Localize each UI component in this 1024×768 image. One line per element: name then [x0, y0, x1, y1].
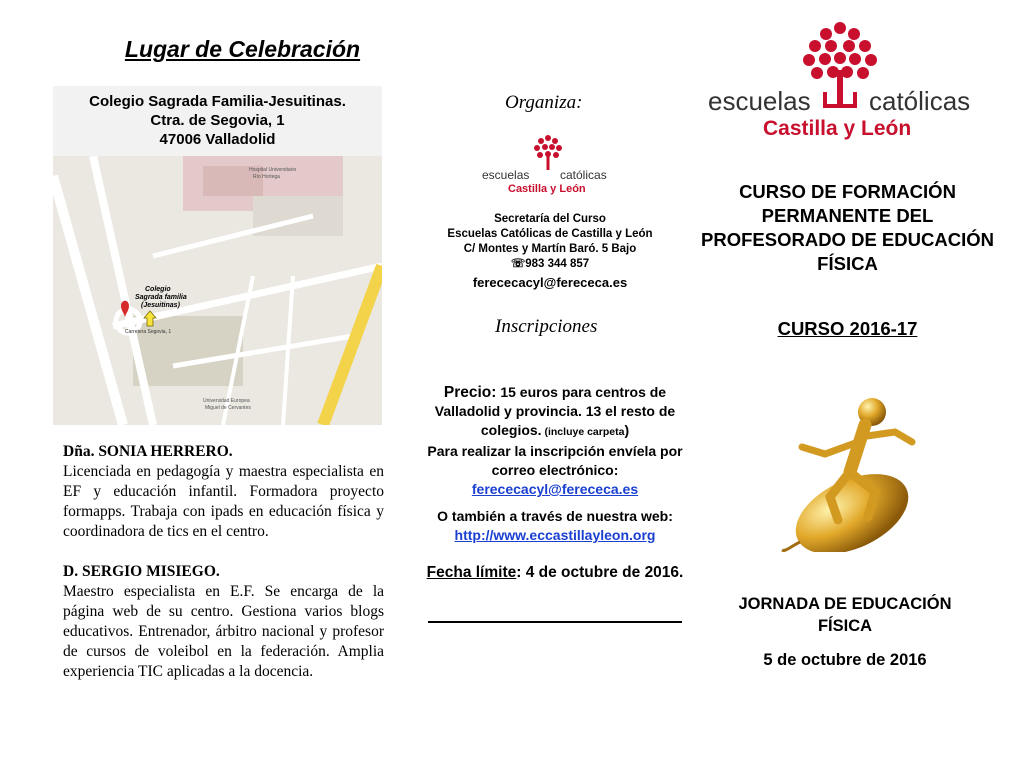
speaker-name: D. SERGIO MISIEGO. [63, 563, 220, 580]
venue-street: Ctra. de Segovia, 1 [150, 112, 285, 129]
logo-region: Castilla y León [763, 117, 912, 140]
venue-address [53, 86, 382, 156]
venue-name: Colegio Sagrada Familia-Jesuitinas. [89, 93, 346, 110]
precio-block [420, 383, 690, 545]
precio-note: (incluye carpeta [541, 426, 625, 438]
deadline [425, 563, 685, 583]
course-year: CURSO 2016-17 [777, 318, 918, 339]
logo-word-escuelas: escuelas [708, 86, 811, 116]
map-image [53, 156, 382, 425]
email-link[interactable]: ferececacyl@ferececa.es [471, 481, 639, 497]
precio-text: 15 euros para centros de Valladolid y provincia. 13 el resto de colegios. [434, 384, 676, 438]
logo-region: Castilla y León [508, 183, 586, 195]
secretaria-address: C/ Montes y Martín Baró. 5 Bajo [463, 243, 637, 255]
organiza-heading: Organiza: [505, 92, 583, 113]
logo-word-catolicas: católicas [560, 168, 607, 182]
speaker-name: Dña. SONIA HERRERO. [63, 443, 233, 460]
precio-label: Precio: [443, 384, 497, 401]
logo-word-catolicas: católicas [869, 86, 971, 116]
map-label-hosp: Hospital Universitario [249, 167, 297, 173]
map-label-colegio: Colegio [145, 286, 171, 293]
jornada-date: 5 de octubre de 2016 [763, 651, 927, 669]
divider [428, 621, 682, 623]
escuelas-catolicas-logo-small [478, 132, 618, 202]
inscripcion-instructions: Para realizar la inscripción envíela por correo electrónico: [427, 443, 683, 478]
secretaria-block [430, 212, 670, 290]
deadline-value: : 4 de octubre de 2016. [516, 564, 684, 581]
speaker-bio: Maestro especialista en E.F. Se encarga de la página web de su centro. Gestiona varios blogs educativos. Entrenador, árbitro nacional y profesor de cursos de voleibol en la federación. Amplia experiencia TIC aplicadas a la docencia. [63, 583, 384, 680]
venue-city: 47006 Valladolid [159, 131, 276, 148]
precio-close: ) [624, 422, 630, 438]
speaker-bio: Licenciada en pedagogía y maestra especialista en EF y educación infantil. Formadora proyecto formapps. Trabaja con ipads en educación física y coordinadora de tics en el centro. [63, 463, 384, 540]
map-label-hosp2: Río Hortega [253, 174, 280, 180]
map-label-sagrada: Sagrada familia [135, 294, 187, 301]
secretaria-phone: ☏983 344 857 [510, 258, 590, 270]
golden-figure-mouse-illustration [780, 392, 925, 552]
jornada-title: JORNADA DE EDUCACIÓN FÍSICA [738, 595, 952, 635]
secretaria-title: Secretaría del Curso [494, 213, 606, 225]
deadline-label: Fecha límite [426, 564, 517, 581]
escuelas-catolicas-logo [705, 20, 975, 145]
web-link[interactable]: http://www.eccastillayleon.org [454, 527, 656, 543]
venue-map [53, 86, 382, 425]
map-label-street: Carretera Segovia, 1 [125, 329, 172, 335]
inscripciones-heading: Inscripciones [495, 316, 598, 337]
course-title: CURSO DE FORMACIÓN PERMANENTE DEL PROFESORADO DE EDUCACIÓN FÍSICA [701, 181, 994, 274]
secretaria-email: ferececacyl@ferececa.es [472, 275, 628, 290]
map-label-univ: Universidad Europea [203, 398, 250, 404]
secretaria-org: Escuelas Católicas de Castilla y León [447, 228, 653, 240]
logo-word-escuelas: escuelas [482, 168, 530, 182]
web-text: O también a través de nuestra web: [437, 508, 673, 524]
venue-title: Lugar de Celebración [124, 36, 361, 62]
map-label-univ2: Miguel de Cervantes [205, 405, 251, 411]
map-label-jesuitinas: (Jesuitinas) [141, 302, 180, 309]
speakers-section [63, 442, 384, 682]
